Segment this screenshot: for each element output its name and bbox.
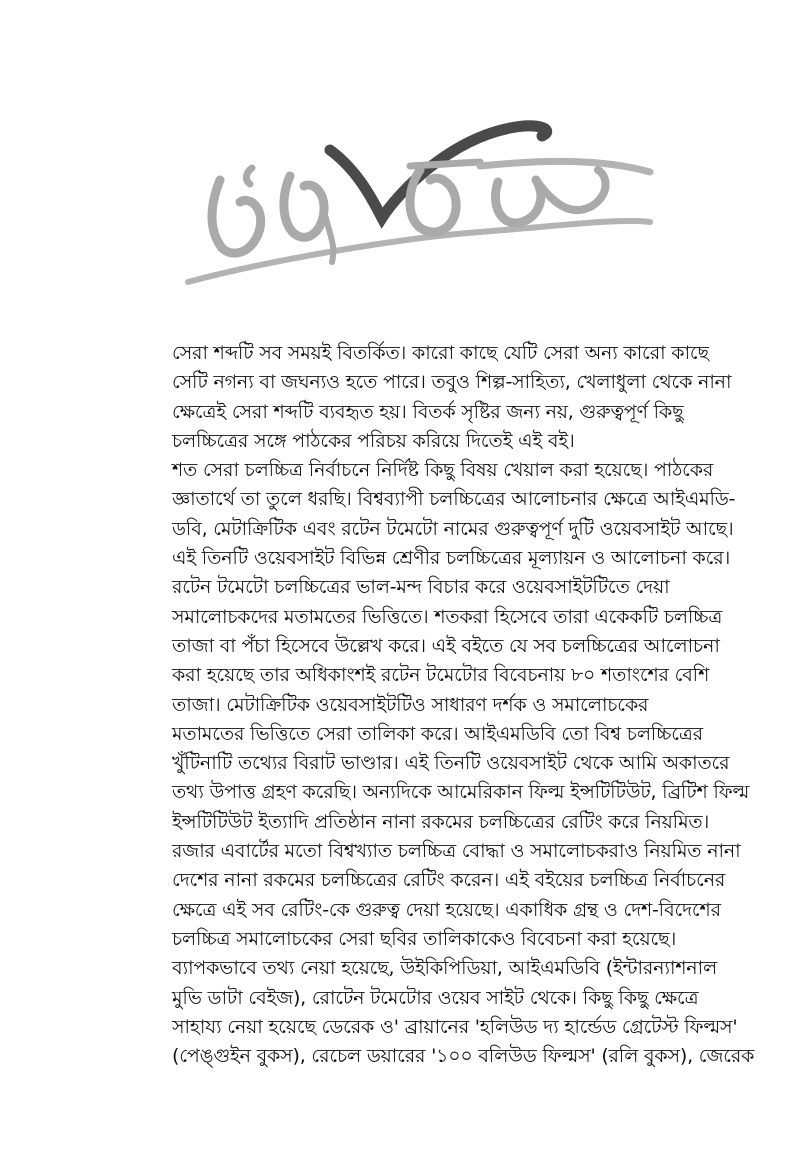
title-calligraphy: [180, 110, 660, 300]
text-line: চলচ্চিত্রের সঙ্গে পাঠকের পরিচয় করিয়ে দিতেই এই বই।: [172, 429, 575, 452]
text-line: ব্যাপকভাবে তথ্য নেয়া হয়েছে, উইকিপিডিয়া, আইএমডিবি (ইন্টারন্যাশনাল: [172, 957, 717, 980]
text-line: (পেঙ্গুইন বুকস), রেচেল ডয়ারের '১০০ বলিউড ফিল্মস' (রলি বুকস), জেরেক: [172, 1045, 755, 1068]
text-line: শত সেরা চলচ্চিত্র নির্বাচনে নির্দিষ্ট কিছু বিষয় খেয়াল করা হয়েছে। পাঠকের: [172, 459, 714, 482]
text-line: রজার এবার্টের মতো বিশ্বখ্যাত চলচ্চিত্র বোদ্ধা ও সমালোচকরাও নিয়মিত নানা: [172, 840, 741, 863]
text-line: সেরা শব্দটি সব সময়ই বিতর্কিত। কারো কাছে যেটি সেরা অন্য কারো কাছে: [172, 342, 709, 364]
text-line: ডবি, মেটাক্রিটিক এবং রটেন টমেটো নামের গুরুত্বপূর্ণ দুটি ওয়েবসাইট আছে।: [172, 517, 734, 540]
text-line: ইন্সটিটিউট ইত্যাদি প্রতিষ্ঠান নানা রকমের চলচ্চিত্রের রেটিং করে নিয়মিত।: [172, 810, 710, 833]
text-line: ক্ষেত্রে এই সব রেটিং-কে গুরুত্ব দেয়া হয়েছে। একাধিক গ্রন্থ ও দেশ-বিদেশের: [172, 898, 721, 921]
text-line: খুঁটিনাটি তথ্যের বিরাট ভাণ্ডার। এই তিনটি ওয়েবসাইট থেকে আমি অকাতরে: [172, 752, 730, 775]
text-line: তাজা বা পঁচা হিসেবে উল্লেখ করে। এই বইতে যে সব চলচ্চিত্রের আলোচনা: [172, 634, 720, 657]
text-line: সাহায্য নেয়া হয়েছে ডেরেক ও' ব্রায়ানের 'হলিউড দ্য হার্ন্ডেড গ্রেটেস্ট ফিল্মস': [172, 1015, 738, 1038]
text-line: মুভি ডাটা বেইজ), রোটেন টমেটোর ওয়েব সাইট থেকে। কিছু কিছু ক্ষেত্রে: [172, 986, 699, 1009]
text-line: সেটি নগন্য বা জঘন্যও হতে পারে। তবুও শিল্প-সাহিত্য, খেলাধুলা থেকে নানা: [172, 371, 732, 394]
text-line: মতামতের ভিত্তিতে সেরা তালিকা করে। আইএমডিবি তো বিশ্ব চলচ্চিত্রের: [172, 722, 703, 745]
text-line: করা হয়েছে তার অধিকাংশই রটেন টমেটোর বিবেচনায় ৮০ শতাংশের বেশি: [172, 664, 710, 687]
preface-body: [172, 339, 755, 1071]
text-line: তথ্য উপাত্ত গ্রহণ করেছি। অন্যদিকে আমেরিকান ফিল্ম ইন্সটিটিউট, ব্রিটিশ ফিল্ম: [172, 781, 750, 804]
calligraphy-title-graphic: [180, 110, 660, 300]
text-line: দেশের নানা রকমের চলচ্চিত্রের রেটিং করেন। এই বইয়ের চলচ্চিত্র নির্বাচনের: [172, 869, 726, 892]
text-line: চলচ্চিত্র সমালোচকের সেরা ছবির তালিকাকেও বিবেচনা করা হয়েছে।: [172, 927, 677, 950]
text-line: তাজা। মেটাক্রিটিক ওয়েবসাইটটিও সাধারণ দর্শক ও সমালোচকের: [172, 693, 649, 716]
text-line: রটেন টমেটো চলচ্চিত্রের ভাল-মন্দ বিচার করে ওয়েবসাইটটিতে দেয়া: [172, 576, 670, 599]
text-line: সমালোচকদের মতামতের ভিত্তিতে। শতকরা হিসেবে তারা একেকটি চলচ্চিত্র: [172, 605, 723, 628]
text-line: এই তিনটি ওয়েবসাইট বিভিন্ন শ্রেণীর চলচ্চিত্রের মূল্যায়ন ও আলোচনা করে।: [172, 547, 731, 570]
text-line: ক্ষেত্রেই সেরা শব্দটি ব্যবহৃত হয়। বিতর্ক সৃষ্টির জন্য নয়, গুরুত্বপূর্ণ কিছু: [172, 400, 684, 423]
text-line: জ্ঞাতার্থে তা তুলে ধরছি। বিশ্বব্যাপী চলচ্চিত্রের আলোচনার ক্ষেত্রে আইএমডি-: [172, 488, 736, 511]
